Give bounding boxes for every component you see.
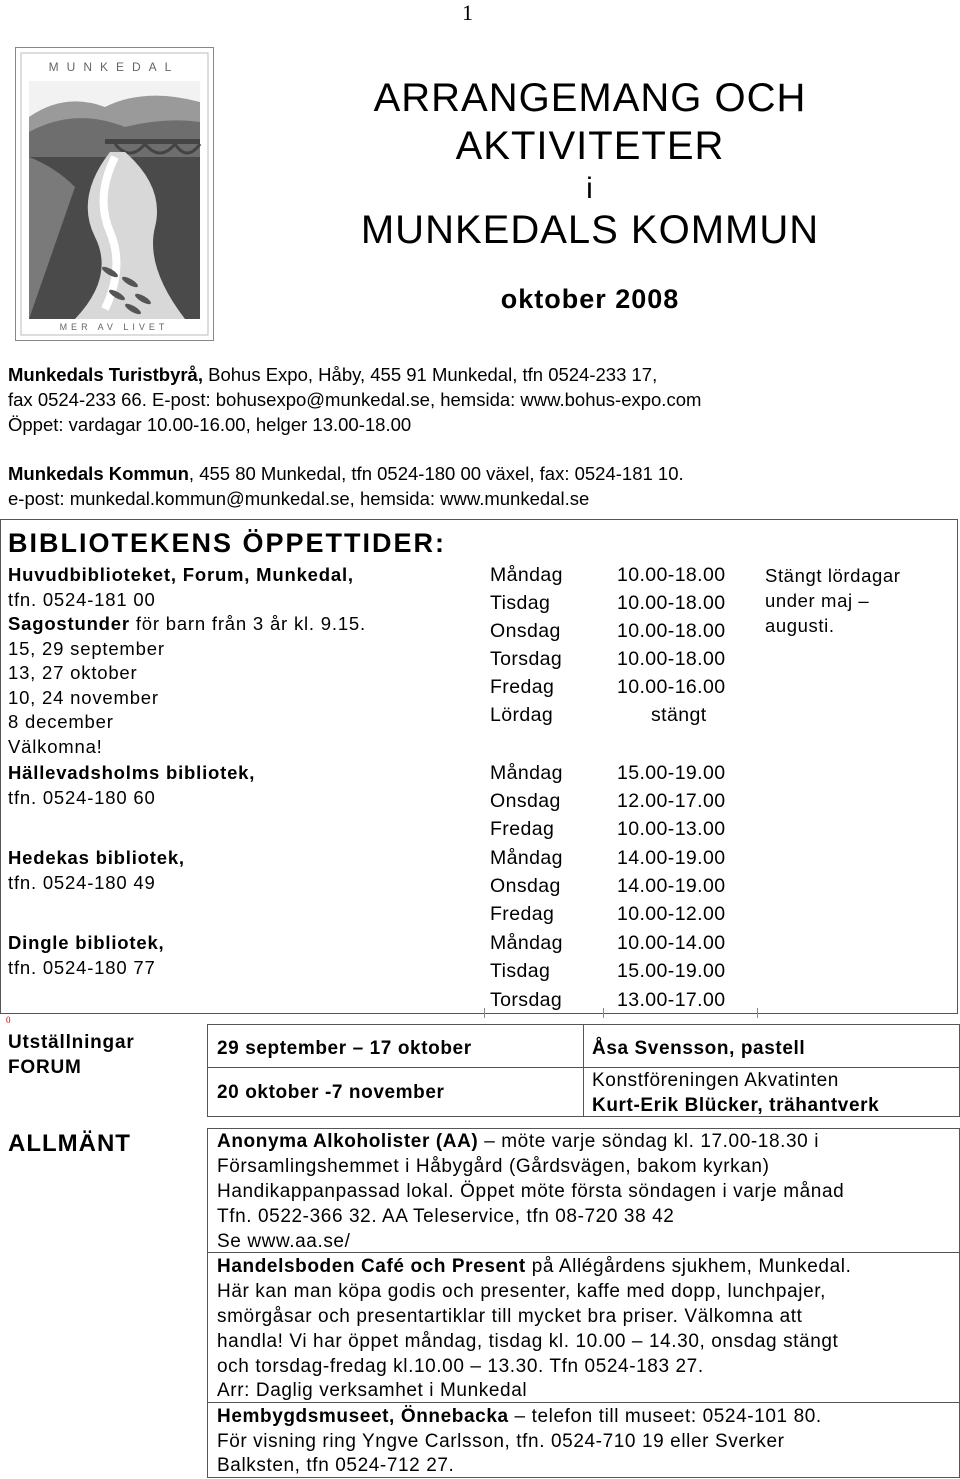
hours-time: 14.00-19.00 (617, 847, 726, 869)
hours-time: 10.00-18.00 (617, 648, 726, 670)
issue-date: oktober 2008 (500, 284, 680, 314)
exhibitions-label (8, 1030, 135, 1080)
table-divider-tick (757, 1008, 758, 1018)
hours-day: Torsdag (490, 989, 563, 1011)
hours-day: Onsdag (490, 790, 561, 812)
main-library-name: Huvudbiblioteket, Forum, Munkedal, (8, 564, 354, 585)
hours-time: 10.00-13.00 (617, 818, 726, 840)
hallevadsholm-phone: tfn. 0524-180 60 (8, 787, 156, 808)
note-line: augusti. (765, 615, 835, 636)
hours-time: 13.00-17.00 (617, 989, 726, 1011)
kommun-name: Munkedals Kommun (8, 463, 189, 484)
summer-closed-note (765, 563, 901, 638)
aa-text: – möte varje söndag kl. 17.00-18.30 i (478, 1131, 820, 1152)
welcome-text: Välkomna! (8, 736, 103, 757)
table-divider-tick (484, 1008, 485, 1018)
hours-time: 10.00-14.00 (617, 932, 726, 954)
exhibition-date: 20 oktober -7 november (217, 1082, 445, 1103)
aa-line-3: Handikappanpassad lokal. Öppet möte första söndagen i varje månad (217, 1181, 845, 1202)
museum-text: – telefon till museet: 0524-101 80. (508, 1406, 822, 1427)
hours-time: 10.00-16.00 (617, 676, 726, 698)
hours-day: Måndag (490, 932, 563, 954)
hours-time: 15.00-19.00 (617, 762, 726, 784)
exhibitions-label-line: FORUM (8, 1057, 82, 1078)
cafe-line-5: och torsdag-fredag kl.10.00 – 13.30. Tfn 0524-183 27. (217, 1356, 704, 1377)
hours-time: 10.00-18.00 (617, 564, 726, 586)
cafe-text: på Allégårdens sjukhem, Munkedal. (525, 1256, 852, 1277)
hours-day: Fredag (490, 676, 555, 698)
story-time-line (8, 612, 366, 637)
cafe-line-1 (217, 1255, 851, 1279)
hours-time: 15.00-19.00 (617, 960, 726, 982)
hours-day: Onsdag (490, 620, 561, 642)
story-date: 8 december (8, 711, 114, 732)
hours-day: Fredag (490, 903, 555, 925)
note-line: Stängt lördagar (765, 565, 901, 586)
general-border (207, 1128, 960, 1129)
museum-name: Hembygdsmuseet, Önnebacka (217, 1406, 509, 1427)
museum-line-3: Balksten, tfn 0524-712 27. (217, 1455, 455, 1476)
dingle-phone: tfn. 0524-180 77 (8, 957, 156, 978)
hours-day: Fredag (490, 818, 555, 840)
general-label: ALLMÄNT (8, 1130, 131, 1157)
hours-time: stängt (651, 704, 707, 726)
aa-line-1 (217, 1130, 819, 1154)
title-line-1: ARRANGEMANG OCH (373, 76, 807, 120)
cafe-organizer: Arr: Daglig verksamhet i Munkedal (217, 1380, 528, 1401)
hours-day: Tisdag (490, 592, 551, 614)
title-line-3: i (586, 172, 594, 205)
aa-line-4: Tfn. 0522-366 32. AA Teleservice, tfn 08-720 38 42 (217, 1206, 675, 1227)
cafe-line-2: Här kan man köpa godis och presenter, kaffe med dopp, lunchpajer, (217, 1281, 827, 1302)
story-date: 15, 29 september (8, 638, 165, 659)
story-time-label: Sagostunder (8, 613, 130, 634)
page-number: 1 (462, 0, 473, 25)
dingle-name: Dingle bibliotek, (8, 932, 165, 953)
munkedal-logo (15, 47, 214, 341)
cafe-line-3: smörgåsar och presentartiklar till mycket bra priser. Välkomna att (217, 1306, 803, 1327)
turistbyra-line-2: fax 0524-233 66. E-post: bohusexpo@munkedal.se, hemsida: www.bohus-expo.com (8, 389, 702, 410)
library-heading: BIBLIOTEKENS ÖPPETTIDER: (8, 528, 447, 558)
turistbyra-hours: Öppet: vardagar 10.00-16.00, helger 13.00-18.00 (8, 414, 412, 435)
note-line: under maj – (765, 590, 870, 611)
hours-day: Onsdag (490, 875, 561, 897)
hours-day: Måndag (490, 564, 563, 586)
museum-line-1 (217, 1405, 822, 1429)
aa-line-2: Församlingshemmet i Håbygård (Gårdsvägen, bakom kyrkan) (217, 1156, 770, 1177)
hedekas-phone: tfn. 0524-180 49 (8, 872, 156, 893)
museum-line-2: För visning ring Yngve Carlsson, tfn. 0524-710 19 eller Sverker (217, 1431, 785, 1452)
cafe-line-4: handla! Vi har öppet måndag, tisdag kl. 10.00 – 14.30, onsdag stängt (217, 1331, 839, 1352)
svg-text:MUNKEDAL: MUNKEDAL (48, 60, 180, 74)
kommun-line-1 (8, 461, 684, 486)
cafe-name: Handelsboden Café och Present (217, 1256, 526, 1277)
turistbyra-line-1 (8, 362, 657, 387)
kommun-line-2: e-post: munkedal.kommun@munkedal.se, hemsida: www.munkedal.se (8, 488, 590, 509)
title-line-2: AKTIVITETER (455, 124, 725, 168)
hours-time: 10.00-18.00 (617, 592, 726, 614)
exhibitions-border (207, 1024, 208, 1116)
exhibition-artist: Kurt-Erik Blücker, trähantverk (592, 1095, 880, 1116)
hours-day: Tisdag (490, 960, 551, 982)
exhibitions-label-line: Utställningar (8, 1032, 135, 1053)
turistbyra-address: Bohus Expo, Håby, 455 91 Munkedal, tfn 0524-233 17, (202, 364, 658, 385)
exhibition-organizer: Konstföreningen Akvatinten (592, 1070, 839, 1091)
story-time-text: för barn från 3 år kl. 9.15. (129, 613, 366, 634)
hours-time: 14.00-19.00 (617, 875, 726, 897)
hours-day: Torsdag (490, 648, 563, 670)
svg-text:MER AV LIVET: MER AV LIVET (59, 322, 169, 332)
turistbyra-name: Munkedals Turistbyrå, (8, 364, 203, 385)
hours-day: Måndag (490, 762, 563, 784)
hours-time: 12.00-17.00 (617, 790, 726, 812)
aa-website: Se www.aa.se/ (217, 1231, 351, 1252)
small-marker: 0 (6, 1015, 11, 1025)
general-border (207, 1128, 208, 1478)
hallevadsholm-name: Hällevadsholms bibliotek, (8, 762, 256, 783)
kommun-address: , 455 80 Munkedal, tfn 0524-180 00 växel, fax: 0524-181 10. (188, 463, 684, 484)
main-library-phone: tfn. 0524-181 00 (8, 589, 156, 610)
hours-day: Måndag (490, 847, 563, 869)
story-date: 13, 27 oktober (8, 662, 138, 683)
table-divider-tick (603, 1008, 604, 1018)
hours-time: 10.00-12.00 (617, 903, 726, 925)
exhibition-date: 29 september – 17 oktober (217, 1038, 472, 1059)
hedekas-name: Hedekas bibliotek, (8, 847, 185, 868)
hours-time: 10.00-18.00 (617, 620, 726, 642)
exhibitions-border (583, 1024, 584, 1116)
hours-day: Lördag (490, 704, 554, 726)
title-line-4: MUNKEDALS KOMMUN (360, 208, 820, 252)
exhibition-artist: Åsa Svensson, pastell (592, 1038, 806, 1059)
aa-name: Anonyma Alkoholister (AA) (217, 1131, 479, 1152)
story-date: 10, 24 november (8, 687, 159, 708)
